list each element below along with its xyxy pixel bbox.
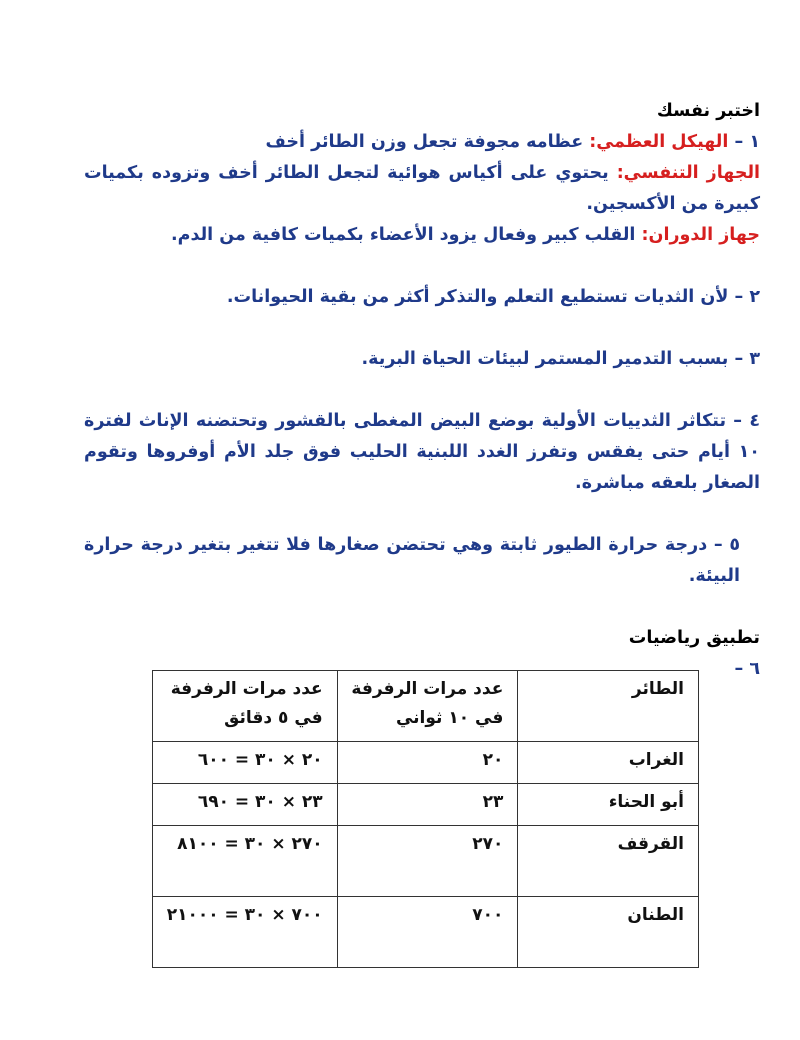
table-row	[153, 826, 699, 897]
section-title-test-yourself: اختبر نفسك	[656, 101, 760, 121]
keyword-circulatory: جهاز الدوران:	[641, 225, 760, 245]
flapping-table	[152, 670, 699, 968]
skeleton-text: عظامه مجوفة تجعل وزن الطائر أخف	[265, 132, 584, 152]
header-per-5-minutes: عدد مرات الرفرفة في ٥ دقائق	[153, 671, 338, 742]
cell-per-10-seconds: ٢٧٠	[337, 826, 518, 897]
table-row	[153, 897, 699, 968]
answer-1-line-1	[84, 127, 760, 158]
cell-bird: الطنان	[518, 897, 699, 968]
cell-bird: القرقف	[518, 826, 699, 897]
keyword-skeleton: الهيكل العظمي:	[589, 132, 729, 152]
table-header-row	[153, 671, 699, 742]
circulatory-text: القلب كبير وفعال يزود الأعضاء بكميات كافية من الدم.	[171, 225, 636, 245]
cell-per-10-seconds: ٢٠	[337, 742, 518, 784]
answer-4: ٤ – تتكاثر الثدييات الأولية بوضع البيض المغطى بالقشور وتحتضنه الإناث لفترة ١٠ أيام حتى يفقس وتفرز الغدد اللبنية الحليب فوق جلد الأم أوفروها وتقوم الصغار بلعقه مباشرة.	[84, 411, 760, 493]
answer-1-number: ١ –	[734, 132, 760, 152]
cell-per-5-minutes: ٧٠٠ × ٣٠ = ٢١٠٠٠	[153, 897, 338, 968]
answer-6-number: ٦ –	[734, 659, 760, 679]
table-row	[153, 742, 699, 784]
header-per-10-seconds: عدد مرات الرفرفة في ١٠ ثواني	[337, 671, 518, 742]
cell-bird: أبو الحناء	[518, 784, 699, 826]
cell-per-10-seconds: ٧٠٠	[337, 897, 518, 968]
header-bird: الطائر	[518, 671, 699, 742]
answer-5: ٥ – درجة حرارة الطيور ثابتة وهي تحتضن صغارها فلا تتغير بتغير درجة حرارة البيئة.	[84, 535, 740, 586]
cell-per-5-minutes: ٢٣ × ٣٠ = ٦٩٠	[153, 784, 338, 826]
cell-per-10-seconds: ٢٣	[337, 784, 518, 826]
keyword-respiratory: الجهاز التنفسي:	[616, 163, 761, 183]
section-title-math: تطبيق رياضيات	[628, 628, 760, 648]
answer-3: ٣ – بسبب التدمير المستمر لبيئات الحياة البرية.	[361, 349, 760, 369]
cell-per-5-minutes: ٢٠ × ٣٠ = ٦٠٠	[153, 742, 338, 784]
answer-2: ٢ – لأن الثديات تستطيع التعلم والتذكر أكثر من بقية الحيوانات.	[226, 287, 760, 307]
cell-bird: الغراب	[518, 742, 699, 784]
respiratory-text: يحتوي على أكياس هوائية لتجعل الطائر أخف وتزوده بكميات كبيرة من الأكسجين.	[84, 163, 760, 214]
table-row	[153, 784, 699, 826]
answers-section	[84, 96, 760, 685]
answer-1-line-2	[84, 158, 760, 220]
cell-per-5-minutes: ٢٧٠ × ٣٠ = ٨١٠٠	[153, 826, 338, 897]
answer-1-line-3	[84, 220, 760, 251]
